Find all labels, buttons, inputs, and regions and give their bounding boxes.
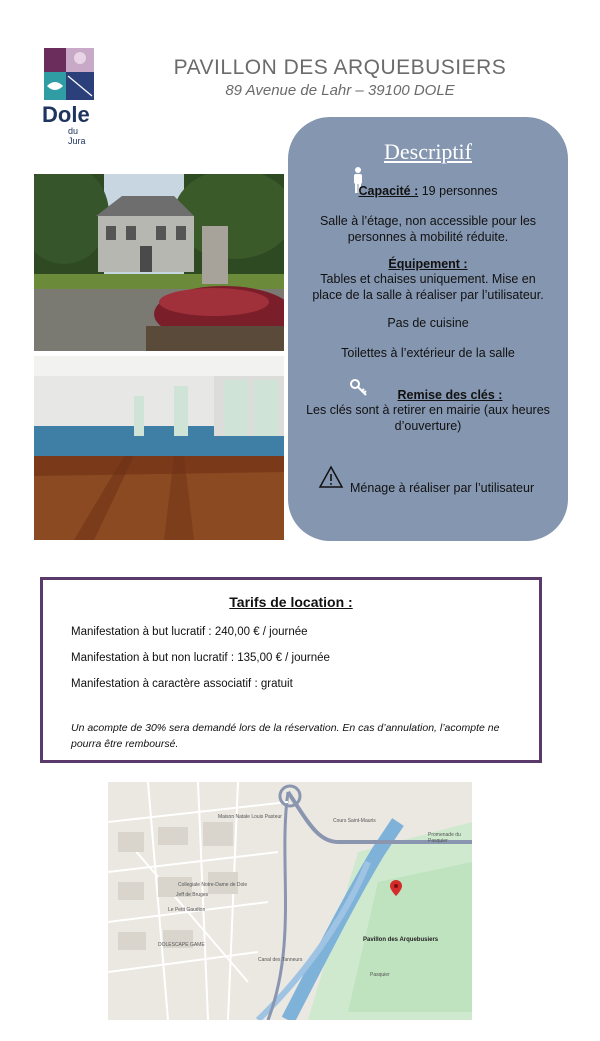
tarif-line-non-lucratif: Manifestation à but non lucratif : 135,00 € / journée — [71, 652, 330, 664]
equipment-text: Tables et chaises uniquement. Mise en place de la salle à réaliser par l’utilisateur. — [312, 272, 544, 302]
map-label: Maison Natale Louis Pasteur — [218, 814, 282, 820]
exterior-photo — [34, 174, 284, 351]
tarifs-title: Tarifs de location : — [229, 594, 353, 610]
descriptif-card — [288, 117, 568, 541]
map-label: Cours Saint-Mauris — [333, 818, 376, 824]
location-map — [108, 782, 472, 1020]
page-title: PAVILLON DES ARQUEBUSIERS — [173, 56, 507, 79]
dole-logo — [42, 46, 98, 146]
deposit-note: Un acompte de 30% sera demandé lors de la réservation. En cas d’annulation, l’acompte ne pourra être remboursé. — [71, 722, 500, 750]
toilets-text: Toilettes à l’extérieur de la salle — [341, 346, 515, 360]
page-address: 89 Avenue de Lahr – 39100 DOLE — [225, 82, 455, 99]
logo-emblem — [42, 46, 98, 106]
access-text: Salle à l’étage, non accessible pour les personnes à mobilité réduite. — [319, 214, 537, 244]
capacity-line — [306, 183, 550, 199]
logo-sub: du Jura — [68, 126, 86, 146]
map-label: Canal des Tanneurs — [258, 957, 303, 963]
tarifs-box — [40, 577, 542, 763]
descriptif-title: Descriptif — [384, 139, 472, 164]
tarif-line-associatif: Manifestation à caractère associatif : gratuit — [71, 678, 293, 690]
map-label: Promenade du Pasquier — [428, 832, 461, 844]
capacity-value: 19 personnes — [421, 184, 498, 198]
map-pin-label: Pavillon des Arquebusiers — [363, 937, 439, 943]
tarif-line-lucratif: Manifestation à but lucratif : 240,00 € / journée — [71, 626, 308, 638]
map-label: Jeff de Bruges — [176, 892, 209, 898]
keys-label: Remise des clés : — [397, 388, 503, 402]
kitchen-text: Pas de cuisine — [387, 316, 469, 330]
equipment-label: Équipement : — [388, 257, 468, 271]
keys-text: Les clés sont à retirer en mairie (aux heures d’ouverture) — [306, 403, 550, 433]
logo-brand: Dole — [42, 102, 90, 127]
map-label: Le Petit Gaudion — [168, 907, 206, 913]
map-label: DOLESCAPE GAME — [158, 942, 205, 948]
map-background — [108, 782, 472, 1020]
map-label: Collegiale Notre-Dame de Dole — [178, 882, 248, 888]
interior-photo — [34, 356, 284, 540]
warning-icon — [318, 465, 344, 489]
capacity-label: Capacité : — [358, 184, 419, 198]
map-label: Pasquier — [370, 972, 390, 978]
cleaning-text: Ménage à réaliser par l’utilisateur — [350, 481, 535, 495]
map-pin-icon — [390, 880, 402, 896]
